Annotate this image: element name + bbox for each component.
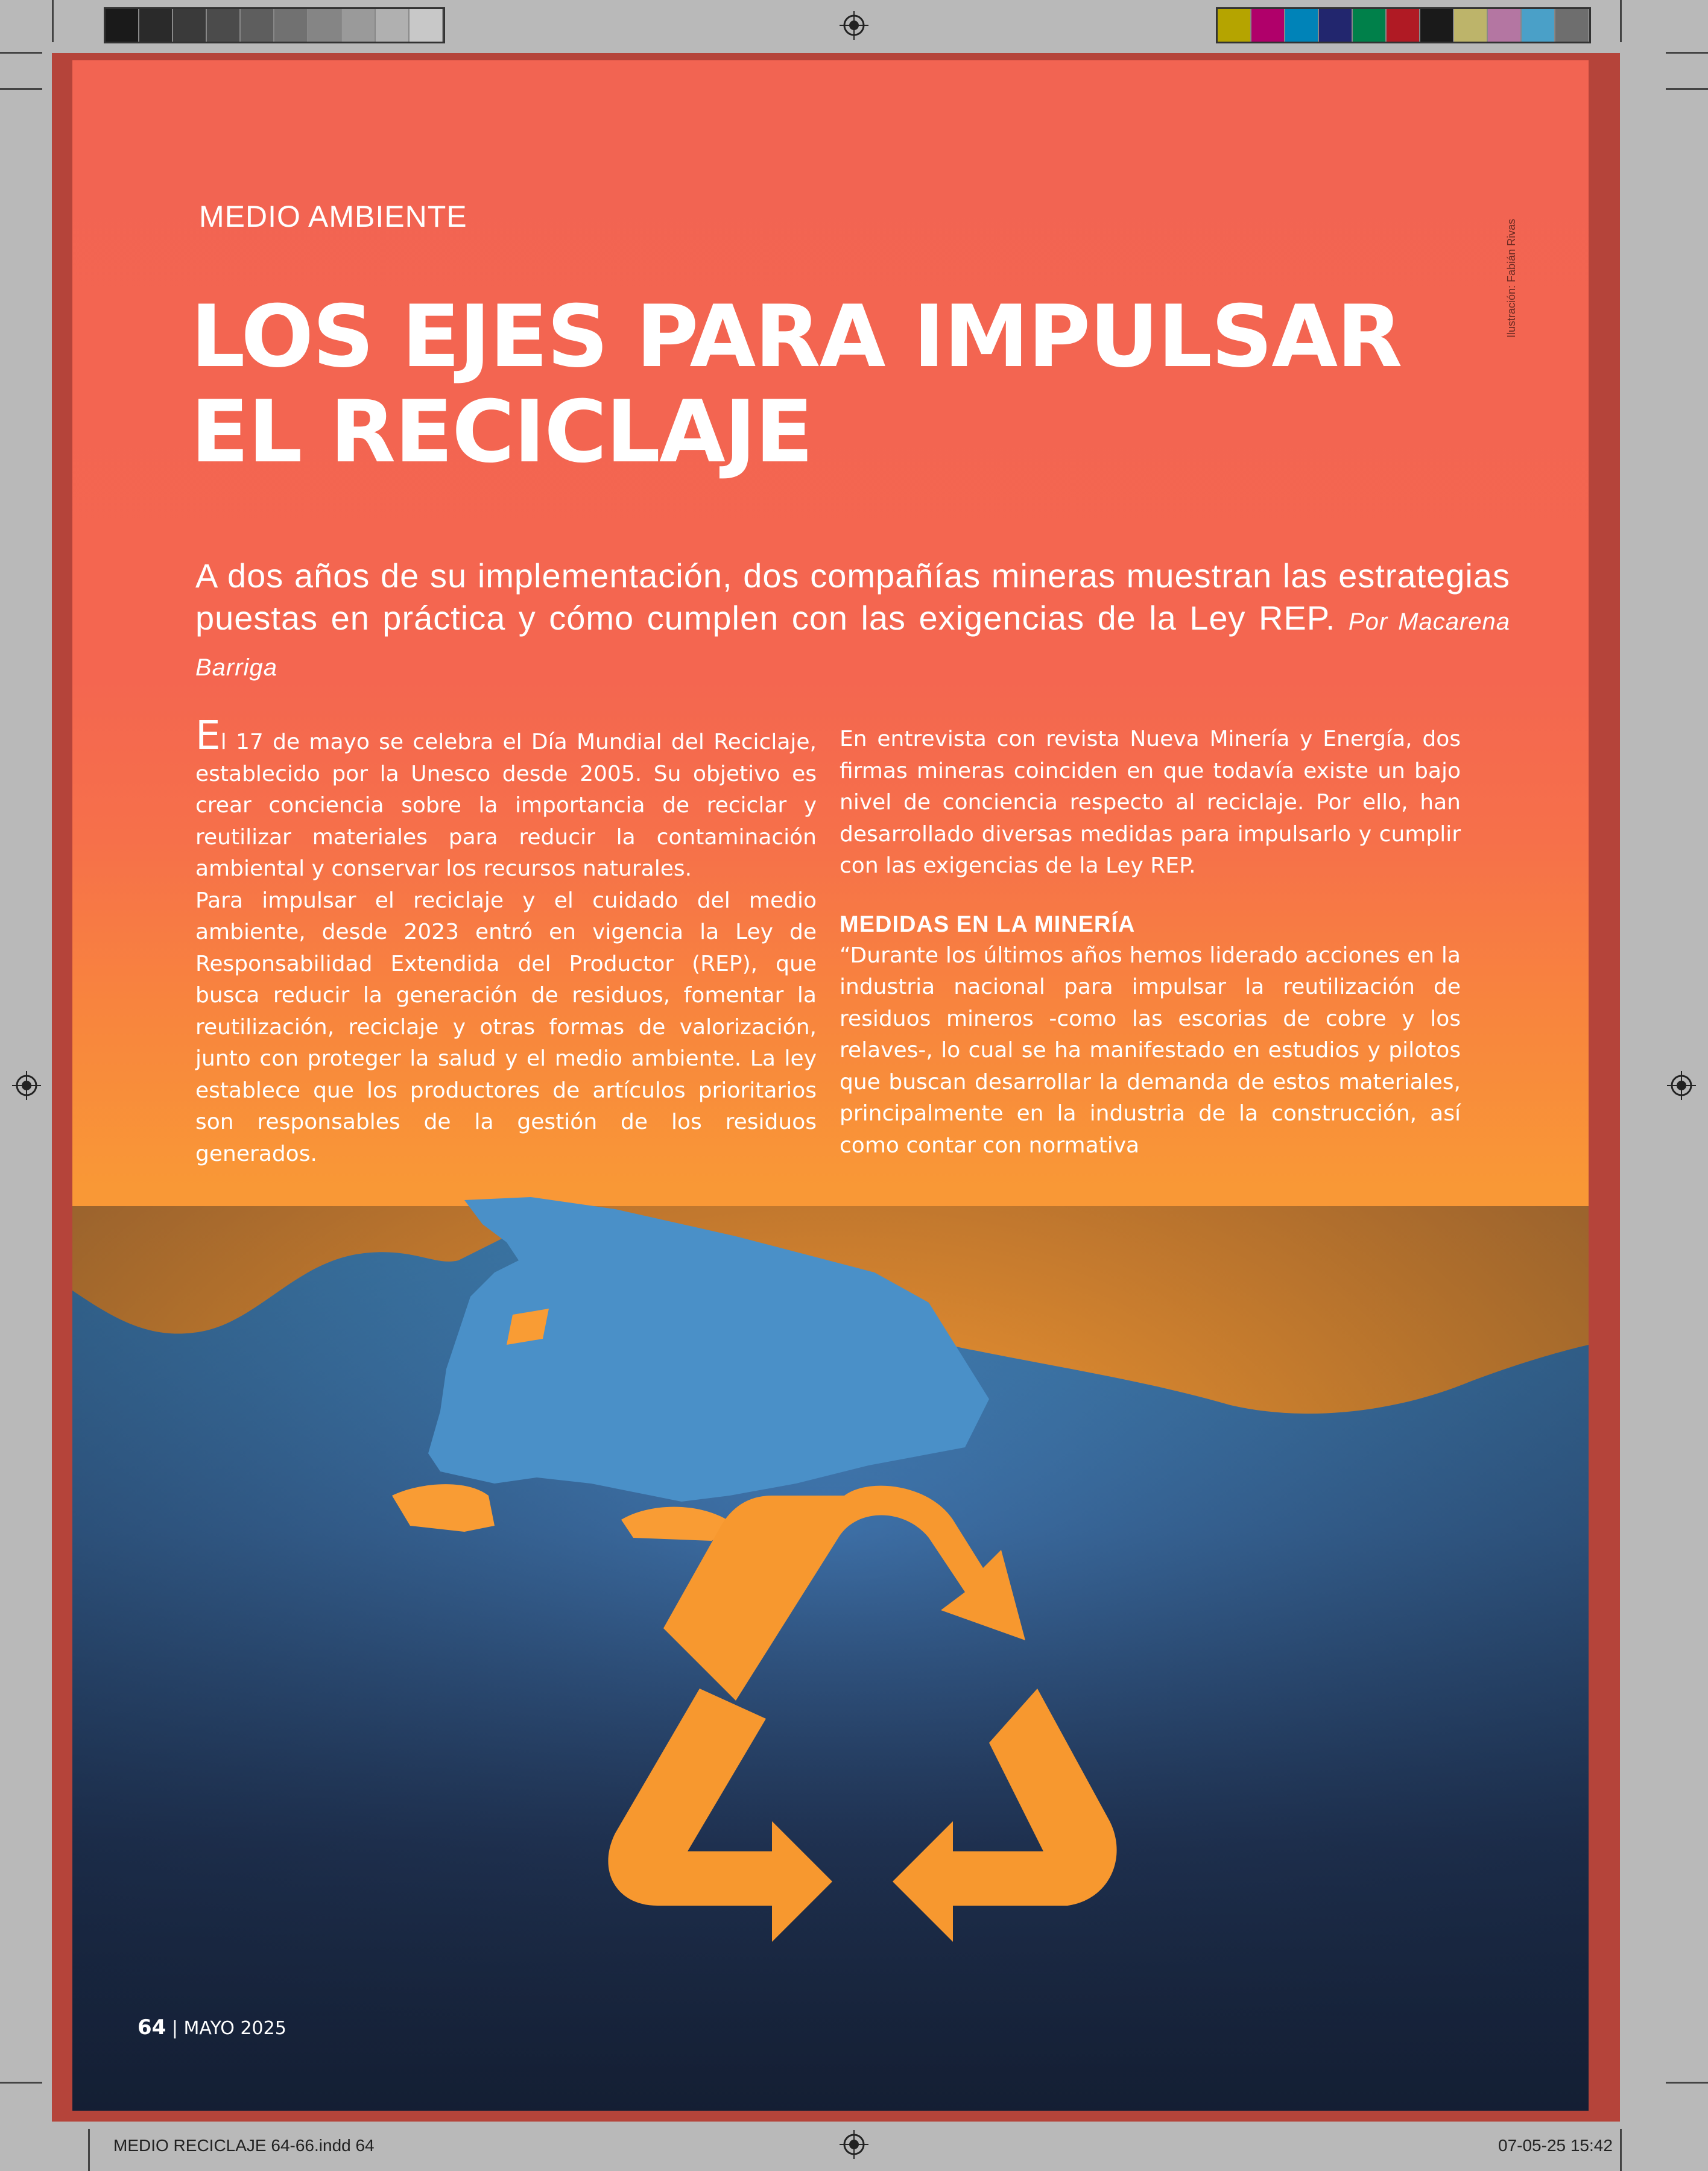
calibration-swatch (106, 9, 139, 42)
crop-mark (0, 2082, 42, 2084)
issue-date: MAYO 2025 (183, 2018, 286, 2039)
calibration-swatch (241, 9, 274, 42)
crop-mark (1666, 88, 1708, 90)
section-subhead: MEDIDAS EN LA MINERÍA (840, 911, 1136, 937)
color-calibration-bar (1216, 7, 1591, 43)
crop-mark (1620, 2129, 1622, 2171)
calibration-swatch (1285, 9, 1319, 42)
crop-mark (1620, 0, 1622, 42)
crop-mark (1666, 52, 1708, 54)
calibration-swatch (1420, 9, 1454, 42)
calibration-swatch (1454, 9, 1488, 42)
magazine-page (72, 60, 1589, 2111)
calibration-swatch (274, 9, 308, 42)
calibration-swatch (1319, 9, 1353, 42)
calibration-swatch (308, 9, 342, 42)
crop-mark (88, 2129, 90, 2171)
calibration-swatch (1555, 9, 1589, 42)
byline: Por Macarena Barriga (195, 608, 1510, 681)
indd-slug-timestamp: 07-05-25 15:42 (1498, 2136, 1613, 2155)
headline-line: LOS EJES PARA IMPULSAR (191, 287, 1402, 387)
article-column-left (195, 712, 817, 1170)
calibration-swatch (139, 9, 173, 42)
calibration-swatch (1522, 9, 1555, 42)
headline-line: EL RECICLAJE (191, 382, 812, 482)
indd-slug-filename: MEDIO RECICLAJE 64-66.indd 64 (113, 2136, 375, 2155)
page-number: 64 (138, 2015, 166, 2040)
calibration-swatch (173, 9, 207, 42)
page-folio (138, 2015, 286, 2040)
grey-calibration-bar (104, 7, 445, 43)
crop-mark (0, 52, 42, 54)
registration-mark-icon (840, 2130, 868, 2159)
drop-cap: E (195, 712, 221, 759)
deck-text: A dos años de su implementación, dos compañías mineras muestran las estrategias puestas en práctica y cómo cumplen con las exigencias de la Ley REP. (195, 557, 1510, 637)
registration-mark-icon (12, 1071, 41, 1100)
paragraph-text: l 17 de mayo se celebra el Día Mundial del Reciclaje, establecido por la Unesco desde 2005. Su objetivo es crear conciencia sobre la importancia de reciclar y reutilizar materiales para reducir la contaminación ambiental y conservar los recursos naturales. (195, 730, 817, 881)
section-kicker: MEDIO AMBIENTE (199, 200, 467, 233)
calibration-swatch (342, 9, 376, 42)
calibration-swatch (1251, 9, 1285, 42)
calibration-swatch (1488, 9, 1522, 42)
article-headline (191, 287, 1402, 482)
calibration-swatch (207, 9, 241, 42)
crop-mark (1666, 2082, 1708, 2084)
article-column-right (840, 724, 1461, 1161)
registration-mark-icon (1667, 1071, 1696, 1100)
folio-separator: | (171, 2018, 178, 2039)
calibration-swatch (1387, 9, 1420, 42)
paragraph (195, 712, 817, 885)
calibration-swatch (1218, 9, 1251, 42)
crop-mark (52, 0, 54, 42)
illustration-credit: Ilustración: Fabián Rivas (1505, 218, 1517, 338)
article-deck (195, 555, 1510, 689)
calibration-swatch (1353, 9, 1387, 42)
paragraph: Para impulsar el reciclaje y el cuidado del medio ambiente, desde 2023 entró en vigencia la Ley de Responsabilidad Extendida del Productor (REP), que busca reducir la generación de residuos, fomentar la reutilización, reciclaje y otras formas de valorización, junto con proteger la salud y el medio ambiente. La ley establece que los productores de artículos prioritarios son responsables de la gestión de los residuos generados. (195, 888, 817, 1166)
crop-mark (0, 88, 42, 90)
registration-mark-icon (840, 11, 868, 40)
calibration-swatch (376, 9, 410, 42)
calibration-swatch (410, 9, 443, 42)
paragraph: En entrevista con revista Nueva Minería y Energía, dos firmas mineras coinciden en que todavía existe un bajo nivel de conciencia respecto al reciclaje. Por ello, han desarrollado diversas medidas para impulsarlo y cumplir con las exigencias de la Ley REP. (840, 727, 1461, 878)
paragraph: “Durante los últimos años hemos liderado acciones en la industria nacional para impulsar la reutilización de residuos mineros -como las escorias de cobre y los relaves-, lo cual se ha manifestado en estudios y pilotos que buscan desarrollar la demanda de estos materiales, principalmente en la industria de la construcción, así como contar con normativa (840, 943, 1461, 1158)
